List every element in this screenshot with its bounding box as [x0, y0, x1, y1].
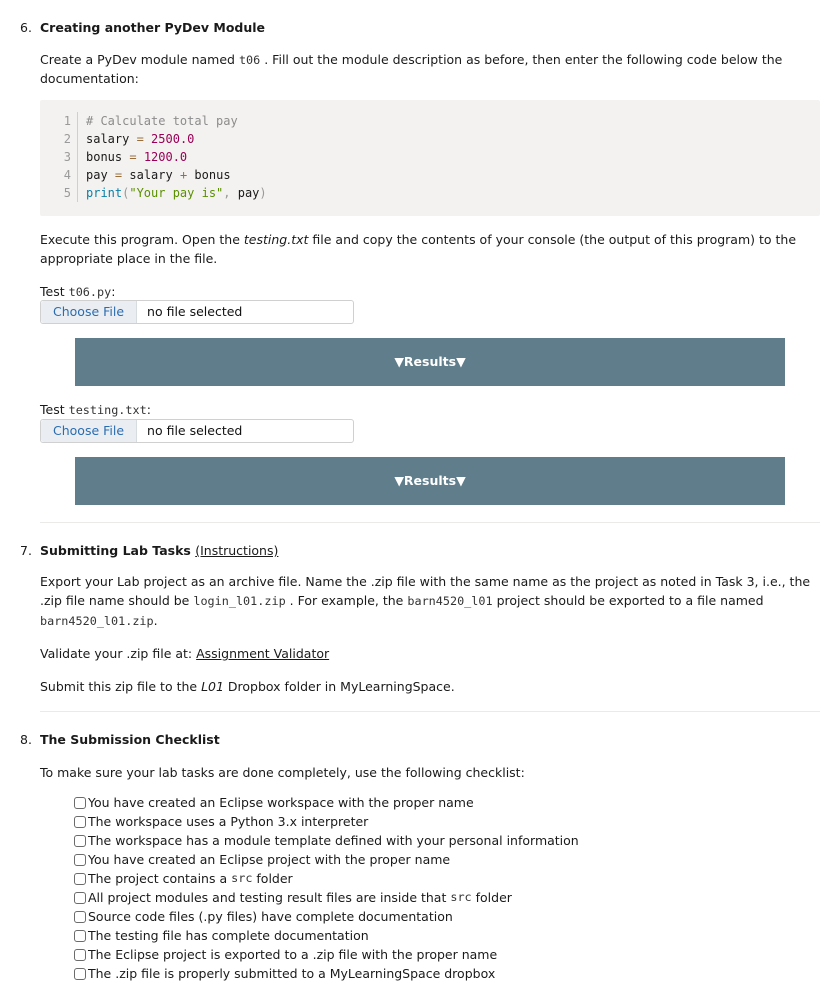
intro-text: Create a PyDev module named	[40, 52, 239, 67]
test-file-code: testing.txt	[68, 403, 147, 417]
checkbox[interactable]	[74, 816, 86, 828]
line-number: 3	[60, 148, 78, 166]
checklist-item-label: The workspace uses a Python 3.x interpreter	[88, 813, 369, 829]
checklist-intro: To make sure your lab tasks are done completely, use the following checklist:	[40, 765, 525, 780]
checkbox[interactable]	[74, 892, 86, 904]
checklist-item-label: The testing file has complete documentation	[88, 927, 369, 943]
instructions-link[interactable]: (Instructions)	[195, 543, 279, 558]
line-number: 1	[60, 112, 78, 130]
code-var: salary	[129, 168, 173, 182]
intro-text-rest: . Fill out the module description as before, then enter the following code below the documentation:	[40, 52, 783, 87]
checkbox[interactable]	[74, 873, 86, 885]
code-line	[60, 130, 267, 148]
submit-instructions	[40, 677, 810, 696]
code-var: salary	[86, 132, 130, 146]
divider	[40, 711, 820, 712]
test-file-code: t06.py	[68, 285, 112, 299]
submit-text: Submit this zip file to the	[40, 679, 202, 694]
checklist-item	[74, 869, 579, 888]
assignment-validator-link[interactable]: Assignment Validator	[196, 646, 330, 661]
section-6-title: Creating another PyDev Module	[40, 20, 266, 35]
code-comment: # Calculate total pay	[86, 114, 238, 128]
code-op: +	[172, 168, 195, 182]
checkbox[interactable]	[74, 911, 86, 923]
code-op: =	[122, 150, 144, 164]
testing-file-name: testing.txt	[243, 232, 309, 247]
code-var: pay	[86, 168, 108, 182]
code-number: 2500.0	[151, 132, 195, 146]
src-code: src	[231, 871, 253, 886]
checklist-item	[74, 945, 579, 964]
code-number: 1200.0	[143, 150, 188, 164]
validate-instructions	[40, 644, 810, 663]
submission-checklist	[74, 793, 579, 983]
choose-file-button[interactable]: Choose File	[41, 301, 137, 323]
code-line	[60, 148, 267, 166]
exec-text: Execute this program. Open the	[40, 232, 244, 247]
checkbox[interactable]	[74, 854, 86, 866]
checklist-item	[74, 926, 579, 945]
code-function: print	[86, 186, 123, 200]
results-toggle-testing[interactable]: ▼Results▼	[75, 457, 785, 505]
checklist-item-label-tail: folder	[252, 870, 293, 886]
validate-text: Validate your .zip file at:	[40, 646, 197, 661]
checklist-item-label: The workspace has a module template defined with your personal information	[88, 832, 579, 848]
code-op: =	[129, 132, 152, 146]
submit-text-rest: Dropbox folder in MyLearningSpace.	[223, 679, 455, 694]
test-t06-label	[40, 282, 115, 301]
section-8-title: The Submission Checklist	[40, 732, 220, 747]
divider	[40, 522, 820, 523]
checkbox[interactable]	[74, 835, 86, 847]
code-line	[60, 184, 267, 202]
test-testing-label	[40, 400, 151, 419]
line-number: 2	[60, 130, 78, 148]
checklist-item	[74, 793, 579, 812]
checkbox[interactable]	[74, 797, 86, 809]
checklist-item	[74, 907, 579, 926]
checkbox[interactable]	[74, 968, 86, 980]
code-var: bonus	[194, 168, 231, 182]
file-status: no file selected	[147, 304, 243, 320]
execute-instructions	[40, 230, 810, 269]
checklist-item	[74, 888, 579, 907]
checkbox[interactable]	[74, 949, 86, 961]
code-op: =	[107, 168, 130, 182]
zip-name-code: login_l01.zip	[193, 594, 286, 609]
results-toggle-t06[interactable]: ▼Results▼	[75, 338, 785, 386]
src-code: src	[450, 890, 472, 905]
dropbox-name: L01	[201, 679, 224, 694]
code-var: bonus	[86, 150, 123, 164]
test-label-text: Test	[40, 284, 69, 299]
checklist-item-label: The .zip file is properly submitted to a MyLearningSpace dropbox	[88, 965, 496, 981]
section-6-number: 6.	[20, 20, 32, 35]
checklist-item	[74, 812, 579, 831]
code-string: "Your pay is"	[129, 186, 224, 200]
code-punct: (	[122, 186, 130, 200]
export-text: Export your Lab project as an archive file. Name the .zip file with the same name as the project as noted in Task 3, i.e., the .zip file name should be	[40, 574, 811, 609]
code-line	[60, 112, 267, 130]
code-block	[40, 100, 820, 216]
code-line	[60, 166, 267, 184]
test-label-text: Test	[40, 402, 69, 417]
checklist-item-label: You have created an Eclipse workspace with the proper name	[88, 794, 474, 810]
checklist-item-label: Source code files (.py files) have complete documentation	[88, 908, 453, 924]
checklist-item-label: All project modules and testing result files are inside that	[88, 889, 451, 905]
colon: :	[111, 284, 116, 299]
colon: :	[146, 402, 151, 417]
module-name-code: t06	[238, 53, 261, 67]
choose-file-button[interactable]: Choose File	[41, 420, 137, 442]
checklist-item	[74, 850, 579, 869]
section-7-title-text: Submitting Lab Tasks	[40, 543, 191, 558]
section-6-intro	[40, 50, 810, 89]
file-input-t06[interactable]	[40, 300, 354, 324]
code-punct: )	[259, 186, 267, 200]
checklist-item-label: The Eclipse project is exported to a .zip file with the proper name	[88, 946, 498, 962]
export-text: project should be exported to a file named	[492, 593, 764, 609]
project-name-code: barn4520_l01	[407, 594, 493, 609]
file-status: no file selected	[147, 423, 243, 439]
checklist-item-label: You have created an Eclipse project with the proper name	[88, 851, 451, 867]
code-punct: ,	[223, 186, 238, 200]
zip-example-code: barn4520_l01.zip	[40, 613, 154, 628]
line-number: 5	[60, 184, 78, 202]
checklist-item	[74, 964, 579, 983]
section-8-number: 8.	[20, 732, 32, 747]
export-text: .	[153, 612, 158, 628]
section-7-number: 7.	[20, 543, 32, 558]
export-text: . For example, the	[285, 593, 408, 609]
code-var: pay	[237, 186, 260, 200]
export-instructions	[40, 572, 818, 630]
exec-text-rest: file and copy the contents of your console (the output of this program) to the appropriate place in the file.	[40, 232, 797, 267]
section-7-title	[40, 541, 278, 560]
checkbox[interactable]	[74, 930, 86, 942]
file-input-testing[interactable]	[40, 419, 354, 443]
checklist-item	[74, 831, 579, 850]
line-number: 4	[60, 166, 78, 184]
checklist-item-label: The project contains a	[88, 870, 232, 886]
checklist-item-label-tail: folder	[471, 889, 512, 905]
